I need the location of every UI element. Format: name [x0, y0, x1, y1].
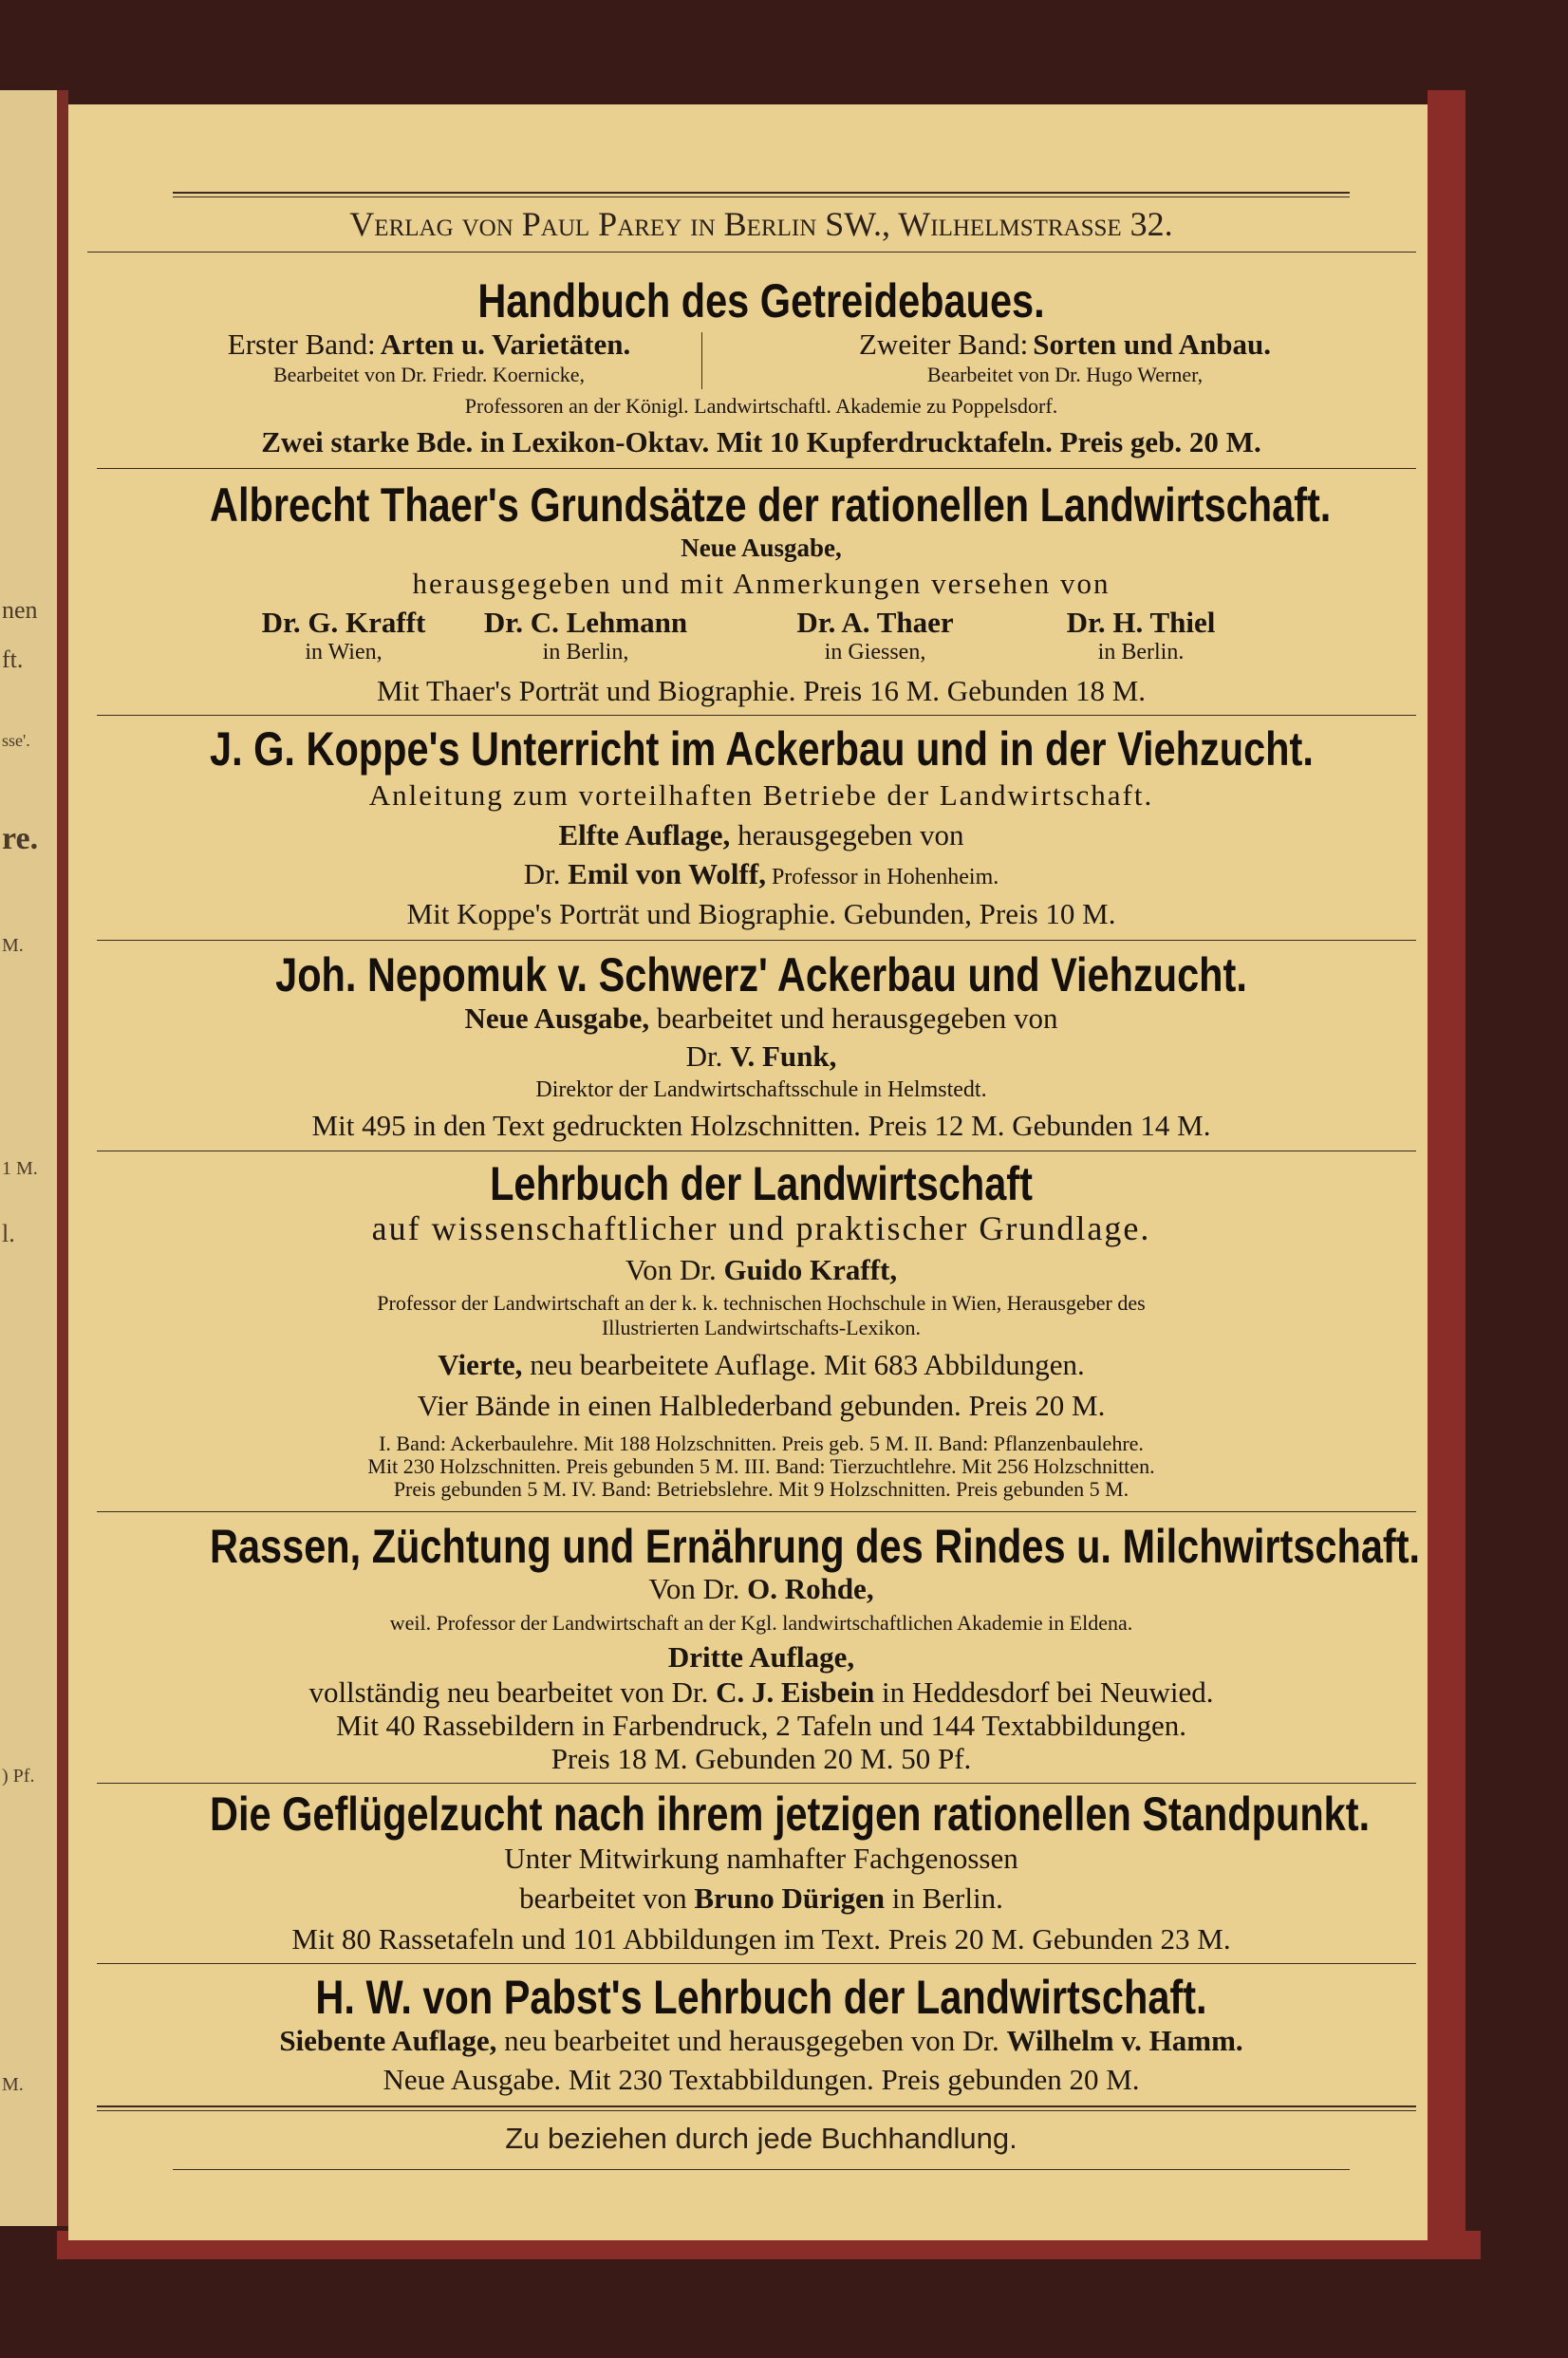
book6-revision: [97, 1675, 1426, 1710]
book7-line2-pre: bearbeitet von: [519, 1881, 695, 1915]
book8-editor-name: Wilhelm v. Hamm.: [1006, 2024, 1243, 2057]
book2-editor: [733, 606, 1017, 665]
left-page-fragment: M.: [2, 2074, 24, 2095]
section-rule: [97, 1511, 1416, 1512]
left-page-fragment: re.: [2, 821, 39, 856]
book1-vol2-author: Bearbeitet von Dr. Hugo Werner,: [926, 363, 1204, 386]
book6-author: [97, 1572, 1426, 1606]
book1-vol1-title: Arten u. Varietäten.: [380, 328, 631, 361]
book7-title: Die Geflügelzucht nach ihrem jetzigen rationellen Standpunkt.: [210, 1787, 1371, 1841]
book3-subtitle: Anleitung zum vorteilhaften Betriebe der Landwirtschaft.: [368, 778, 1154, 812]
book5-author-pre: Von Dr.: [625, 1253, 724, 1286]
book5-volumes-line: I. Band: Ackerbaulehre. Mit 188 Holzschnitten. Preis geb. 5 M. II. Band: Pflanzenbaulehre.: [379, 1432, 1144, 1455]
book6-price-line: Preis 18 M. Gebunden 20 M. 50 Pf.: [551, 1742, 972, 1775]
book8-edition-bold: Siebente Auflage,: [279, 2024, 497, 2057]
publisher-line: Verlag von Paul Parey in Berlin SW., Wilhelmstrasse 32.: [349, 205, 1173, 243]
header-rule: [173, 196, 1350, 197]
book3-title: J. G. Koppe's Unterricht im Ackerbau und in der Viehzucht.: [210, 722, 1314, 776]
book6-title: Rassen, Züchtung und Ernährung des Rindes u. Milchwirtschaft.: [210, 1520, 1421, 1573]
book5-edition-rest: neu bearbeitete Auflage. Mit 683 Abbildungen.: [522, 1348, 1085, 1381]
book4-edition-bold: Neue Ausgabe,: [464, 1001, 650, 1035]
book4-price-line: Mit 495 in den Text gedruckten Holzschnitten. Preis 12 M. Gebunden 14 M.: [311, 1109, 1211, 1142]
book7-line2-post: in Berlin.: [885, 1881, 1003, 1915]
section-rule: [97, 940, 1416, 941]
book1-vol2-prefix: Zweiter Band:: [859, 328, 1029, 361]
book2-editor-name: Dr. G. Krafft: [261, 606, 426, 639]
book3-editor: [97, 857, 1426, 891]
left-page-fragment: ft.: [2, 646, 24, 673]
left-page-fragment: l.: [2, 1220, 15, 1247]
book6-revised-pre: vollständig neu bearbeitet von Dr.: [308, 1675, 717, 1709]
book4-edition-rest: bearbeitet und herausgegeben von: [649, 1001, 1058, 1035]
book7-price-line: Mit 80 Rassetafeln und 101 Abbildungen im Text. Preis 20 M. Gebunden 23 M.: [291, 1922, 1231, 1956]
book1-format-line: Zwei starke Bde. in Lexikon-Oktav. Mit 10 Kupferdrucktafeln. Preis geb. 20 M.: [261, 425, 1261, 458]
book8-price-line: Neue Ausgabe. Mit 230 Textabbildungen. Preis gebunden 20 M.: [383, 2063, 1140, 2096]
section-rule: [97, 715, 1416, 716]
book1-affiliation: Professoren an der Königl. Landwirtschaftl. Akademie zu Poppelsdorf.: [464, 394, 1058, 418]
book5-volumes-line: Mit 230 Holzschnitten. Preis gebunden 5 M. III. Band: Tierzuchtlehre. Mit 256 Holzschnitten.: [367, 1454, 1155, 1478]
header-bottom-rule: [87, 252, 1416, 253]
book2-edition: Neue Ausgabe,: [681, 533, 842, 562]
book2-editor: [443, 606, 728, 665]
book3-edition-bold: Elfte Auflage,: [558, 818, 731, 852]
book6-revised-name: C. J. Eisbein: [716, 1675, 875, 1709]
book1-volume2: [704, 328, 1426, 362]
book4-editor: [97, 1039, 1426, 1074]
book1-title: Handbuch des Getreidebaues.: [477, 274, 1045, 328]
book1-volume-divider: [701, 332, 702, 389]
book8-edition-rest: neu bearbeitet und herausgegeben von Dr.: [496, 2024, 1007, 2057]
book7-line2-name: Bruno Dürigen: [694, 1881, 885, 1915]
book5-title: Lehrbuch der Landwirtschaft: [490, 1157, 1033, 1210]
book4-editor-role: Direktor der Landwirtschaftsschule in Helmstedt.: [535, 1077, 987, 1102]
section-rule: [97, 1783, 1416, 1784]
book3-editor-name: Emil von Wolff,: [568, 857, 766, 890]
book6-author-role: weil. Professor der Landwirtschaft an der Kgl. landwirtschaftlichen Akademie in Eldena.: [389, 1611, 1133, 1635]
book4-edition: [97, 1001, 1426, 1036]
footer-line: Zu beziehen durch jede Buchhandlung.: [505, 2122, 1017, 2155]
left-page-fragment: nen: [2, 596, 38, 624]
book2-editor-name: Dr. H. Thiel: [1066, 606, 1216, 639]
book2-editor-name: Dr. A. Thaer: [796, 606, 954, 639]
book1-volume1: [97, 328, 761, 362]
advertisement-page: [68, 104, 1428, 2240]
book5-author-role2: Illustrierten Landwirtschafts-Lexikon.: [601, 1316, 921, 1339]
footer-rule: [97, 2110, 1416, 2111]
book8-edition: [97, 2024, 1426, 2058]
footer-bottom-rule: [173, 2169, 1350, 2170]
book5-binding: Vier Bände in einen Halblederband gebunden. Preis 20 M.: [417, 1389, 1106, 1422]
book4-editor-name: V. Funk,: [730, 1039, 837, 1073]
book5-edition-bold: Vierte,: [438, 1348, 523, 1381]
book5-author: [97, 1253, 1426, 1287]
book6-author-name: O. Rohde,: [747, 1572, 874, 1605]
book-cover-edge: [1428, 90, 1465, 2245]
book5-volumes-line: Preis gebunden 5 M. IV. Band: Betriebslehre. Mit 9 Holzschnitten. Preis gebunden 5 M.: [393, 1477, 1129, 1501]
book6-illustrations: Mit 40 Rassebildern in Farbendruck, 2 Tafeln und 144 Textabbildungen.: [336, 1709, 1186, 1742]
book1-vol1-author: Bearbeitet von Dr. Friedr. Koernicke,: [272, 363, 586, 386]
left-page-fragment: M.: [2, 935, 24, 956]
left-page-fragment: sse'.: [2, 731, 30, 750]
book2-editors-intro: herausgegeben und mit Anmerkungen versehen von: [412, 567, 1111, 600]
book2-price-line: Mit Thaer's Porträt und Biographie. Preis 16 M. Gebunden 18 M.: [376, 674, 1147, 707]
left-page-margin: [0, 90, 57, 2226]
book1-vol1-prefix: Erster Band:: [227, 328, 376, 361]
book3-price-line: Mit Koppe's Porträt und Biographie. Gebunden, Preis 10 M.: [406, 897, 1116, 930]
book2-editor: [999, 606, 1283, 665]
book5-author-role1: Professor der Landwirtschaft an der k. k. technischen Hochschule in Wien, Herausgeber des: [377, 1291, 1146, 1315]
book-gutter: [57, 90, 68, 2226]
header-rule: [173, 192, 1350, 194]
left-page-fragment: 1 M.: [2, 1158, 38, 1179]
book4-editor-pre: Dr.: [685, 1039, 731, 1073]
book6-revised-post: in Heddesdorf bei Neuwied.: [874, 1675, 1214, 1709]
footer-rule: [97, 2105, 1416, 2107]
book2-editor-city: in Berlin.: [1097, 640, 1185, 664]
book6-author-pre: Von Dr.: [648, 1572, 748, 1605]
book2-title: Albrecht Thaer's Grundsätze der rationellen Landwirtschaft.: [210, 478, 1332, 532]
book5-edition: [97, 1348, 1426, 1382]
book3-editor-role: Professor in Hohenheim.: [765, 865, 999, 889]
book2-editor-city: in Giessen,: [824, 640, 926, 664]
book5-subtitle: auf wissenschaftlicher und praktischer Grundlage.: [371, 1209, 1151, 1247]
book3-edition-rest: herausgegeben von: [730, 818, 964, 852]
book8-title: H. W. von Pabst's Lehrbuch der Landwirtschaft.: [315, 1971, 1207, 2024]
book3-editor-pre: Dr.: [523, 857, 569, 890]
book2-editor-city: in Wien,: [305, 640, 383, 664]
left-page-fragment: ) Pf.: [2, 1766, 35, 1787]
book3-edition: [97, 818, 1426, 852]
book7-line2: [97, 1881, 1426, 1916]
book5-author-name: Guido Krafft,: [723, 1253, 898, 1286]
book1-vol2-title: Sorten und Anbau.: [1033, 328, 1271, 361]
book7-line1: Unter Mitwirkung namhafter Fachgenossen: [504, 1842, 1018, 1875]
section-rule: [97, 468, 1416, 469]
book4-title: Joh. Nepomuk v. Schwerz' Ackerbau und Viehzucht.: [275, 948, 1247, 1001]
section-rule: [97, 1963, 1416, 1964]
book2-editor-city: in Berlin,: [542, 640, 629, 664]
book2-editor-name: Dr. C. Lehmann: [483, 606, 688, 639]
book6-edition: Dritte Auflage,: [667, 1640, 855, 1674]
